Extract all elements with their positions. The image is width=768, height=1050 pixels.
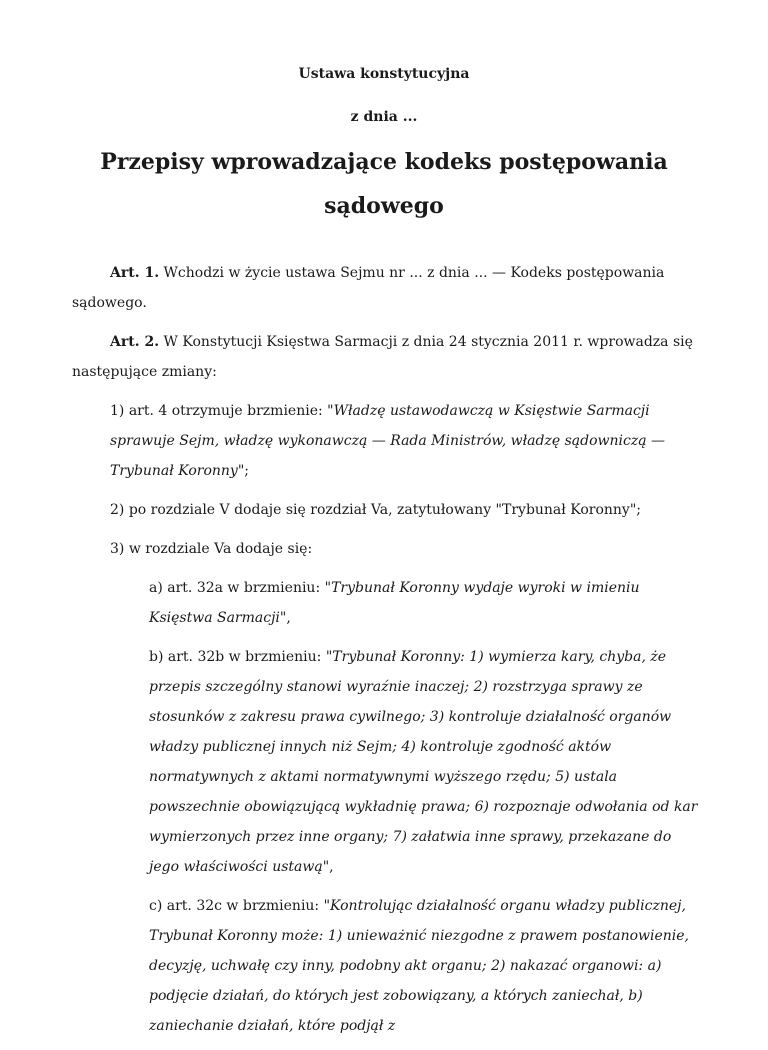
article-label: Art. 2. [110, 334, 160, 350]
amendment-item-3: 3) w rozdziale Va dodaje się: [110, 541, 313, 557]
subitem-prefix: a) art. 32a w brzmieniu: " [149, 580, 332, 596]
article-text: W Konstytucji Księstwa Sarmacji z dnia 24 stycznia 2011 r. wprowadza się następujące zmiany: [72, 334, 693, 380]
amendment-subitem-c [149, 891, 704, 1041]
amendment-subitem-b [149, 642, 704, 882]
subitem-suffix: ", [279, 610, 291, 626]
item-prefix: 1) art. 4 otrzymuje brzmienie: " [110, 403, 334, 419]
article-2 [72, 327, 704, 387]
subitem-quote: Trybunał Koronny: 1) wymierza kary, chyba, że przepis szczególny stanowi wyraźnie inaczej; 2) rozstrzyga sprawy ze stosunków z zakresu prawa cywilnego; 3) kontroluje działalność organów władzy publicznej innych niż Sejm; 4) kontroluje zgodność aktów normatywnych z aktami normatywnymi wyższego rzędu; 5) ustala powszechnie obowiązującą wykładnię prawa; 6) rozpoznaje odwołania od kar wymierzonych przez inne organy; 7) załatwia inne sprawy, przekazane do jego właściwości ustawą [149, 649, 698, 875]
item-suffix: "; [237, 463, 250, 479]
article-1 [72, 258, 704, 318]
subitem-prefix: c) art. 32c w brzmieniu: " [149, 898, 331, 914]
subitem-quote: Trybunał Koronny wydaje wyroki w imieniu Księstwa Sarmacji [149, 580, 640, 626]
subitem-suffix: ", [322, 859, 334, 875]
item-quote: Władzę ustawodawczą w Księstwie Sarmacji sprawuje Sejm, władzę wykonawczą — Rada Ministrów, władzę sądowniczą — Trybunał Koronny [110, 403, 665, 479]
document-date: z dnia ... [350, 109, 418, 125]
document-title: Przepisy wprowadzające kodeks postępowania sądowego [100, 149, 668, 219]
subitem-quote: Kontrolując działalność organu władzy publicznej, Trybunał Koronny może: 1) unieważnić niezgodne z prawem postanowienie, decyzję, uchwałę czy inny, podobny akt organu; 2) nakazać organowi: a) podjęcie działań, do których jest zobowiązany, a których zaniechał, b) zaniechanie działań, które podjął z [149, 898, 689, 1034]
article-text: Wchodzi w życie ustawa Sejmu nr ... z dnia ... — Kodeks postępowania sądowego. [72, 265, 665, 311]
amendment-item-2: 2) po rozdziale V dodaje się rozdział Va, zatytułowany "Trybunał Koronny"; [110, 502, 642, 518]
amendment-subitem-a [149, 573, 704, 633]
subitem-prefix: b) art. 32b w brzmieniu: " [149, 649, 333, 665]
document-body [72, 258, 704, 1050]
document-type-heading: Ustawa konstytucyjna [298, 66, 470, 82]
amendment-item-1 [110, 396, 704, 486]
article-label: Art. 1. [110, 265, 160, 281]
